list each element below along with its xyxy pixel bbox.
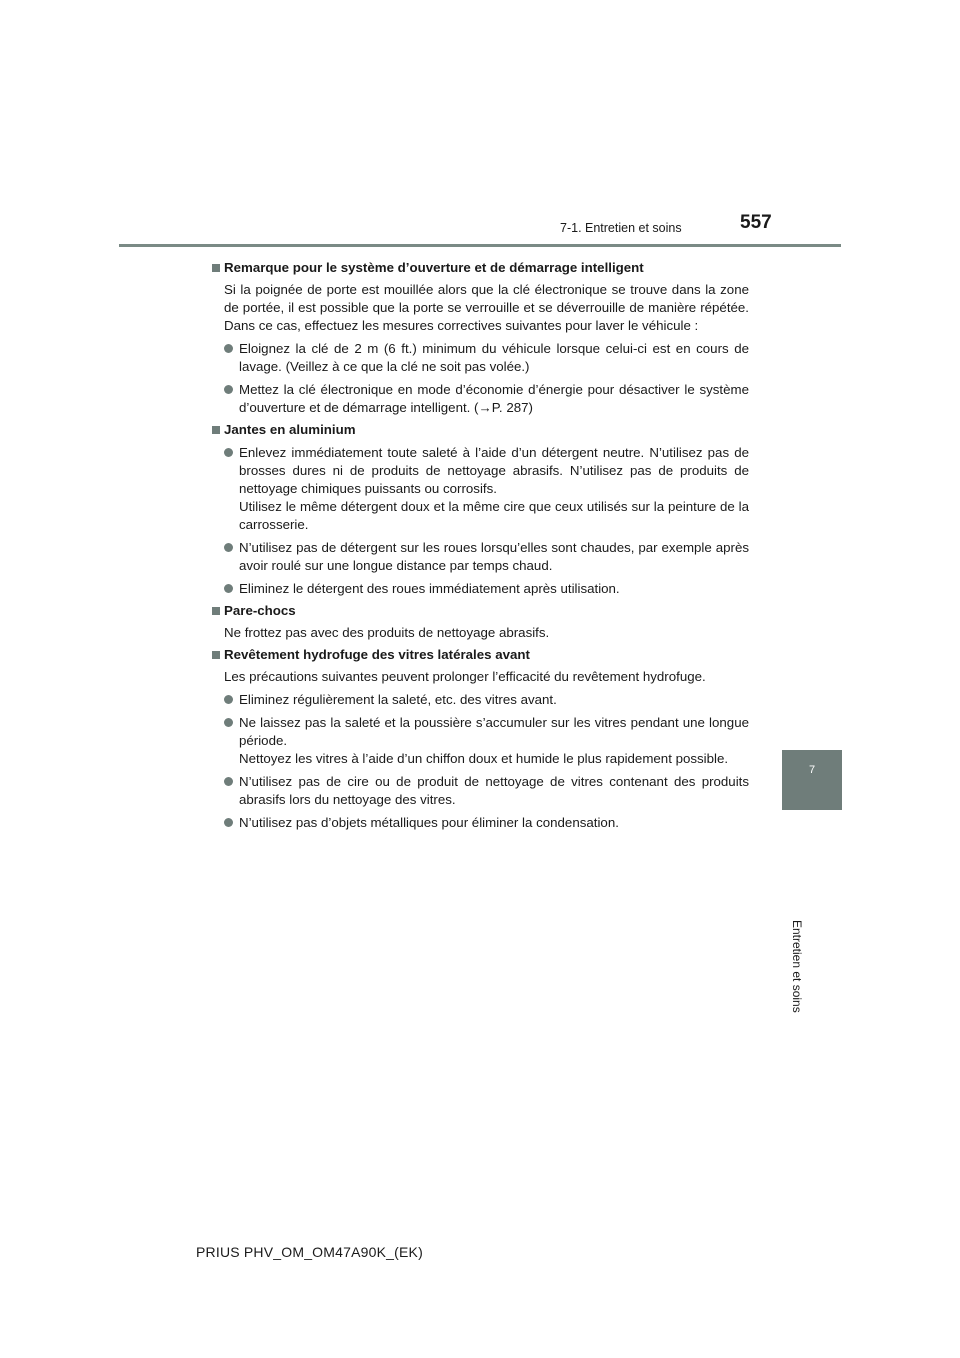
square-bullet-icon bbox=[212, 651, 220, 659]
chapter-number: 7 bbox=[808, 764, 816, 776]
heading-text: Remarque pour le système d’ouverture et de démarrage intelligent bbox=[224, 260, 644, 275]
paragraph: Les précautions suivantes peuvent prolonger l’efficacité du revêtement hydrofuge. bbox=[224, 669, 706, 684]
circle-bullet-icon bbox=[224, 718, 233, 727]
paragraph: Ne frottez pas avec des produits de nettoyage abrasifs. bbox=[224, 625, 550, 640]
list-item-text: Eloignez la clé de 2 m (6 ft.) minimum du véhicule lorsque celui-ci est en cours de lavage. (Veillez à ce que la clé ne soit pas volée.) bbox=[239, 341, 749, 374]
list-item bbox=[212, 580, 749, 598]
list-item-text: N’utilisez pas de détergent sur les roues lorsqu’elles sont chaudes, par exemple après avoir roulé sur une longue distance par temps chaud. bbox=[239, 540, 749, 573]
list-item-text: Utilisez le même détergent doux et la même cire que ceux utilisés sur la peinture de la carrosserie. bbox=[239, 499, 749, 532]
list-item bbox=[212, 340, 749, 376]
heading-text: Jantes en aluminium bbox=[224, 422, 356, 437]
list-item bbox=[212, 539, 749, 575]
page-content bbox=[212, 255, 749, 832]
header-divider bbox=[119, 244, 841, 247]
list-item-text: N’utilisez pas d’objets métalliques pour éliminer la condensation. bbox=[239, 815, 619, 830]
chapter-tab bbox=[782, 750, 842, 810]
list-item-text: Eliminez régulièrement la saleté, etc. des vitres avant. bbox=[239, 692, 557, 707]
heading-bumpers bbox=[212, 602, 749, 620]
list-item bbox=[212, 691, 749, 709]
list-item bbox=[212, 381, 749, 417]
list-item bbox=[212, 714, 749, 768]
heading-text: Revêtement hydrofuge des vitres latérales avant bbox=[224, 647, 530, 662]
circle-bullet-icon bbox=[224, 385, 233, 394]
list-item-text: Mettez la clé électronique en mode d’économie d’énergie pour désactiver le système d’ouverture et de démarrage intelligent. (→P. 287) bbox=[239, 382, 749, 415]
square-bullet-icon bbox=[212, 607, 220, 615]
page-number: 557 bbox=[740, 212, 772, 233]
heading-smart-entry bbox=[212, 259, 749, 277]
list-item-text: Ne laissez pas la saleté et la poussière s’accumuler sur les vitres pendant une longue période. bbox=[239, 715, 749, 748]
section-title: 7-1. Entretien et soins bbox=[560, 221, 682, 235]
circle-bullet-icon bbox=[224, 448, 233, 457]
circle-bullet-icon bbox=[224, 777, 233, 786]
chapter-label: Entretien et soins bbox=[790, 920, 804, 1013]
list-item bbox=[212, 814, 749, 832]
list-item-text: Nettoyez les vitres à l’aide d’un chiffon doux et humide le plus rapidement possible. bbox=[239, 751, 729, 766]
circle-bullet-icon bbox=[224, 584, 233, 593]
circle-bullet-icon bbox=[224, 543, 233, 552]
heading-text: Pare-chocs bbox=[224, 603, 296, 618]
list-item bbox=[212, 773, 749, 809]
paragraph: Si la poignée de porte est mouillée alors que la clé électronique se trouve dans la zone de portée, il est possible que la porte se verrouille et se déverrouille de manière répétée. Dans ce cas, effectuez les mesures correctives suivantes pour laver le véhicule : bbox=[224, 282, 749, 333]
square-bullet-icon bbox=[212, 264, 220, 272]
list-item-text: Enlevez immédiatement toute saleté à l’aide d’un détergent neutre. N’utilisez pas de brosses dures ni de produits de nettoyage abrasifs. N’utilisez pas de produits de nettoyage chimiques puissants ou corrosifs. bbox=[239, 445, 749, 496]
list-item bbox=[212, 444, 749, 534]
square-bullet-icon bbox=[212, 426, 220, 434]
circle-bullet-icon bbox=[224, 695, 233, 704]
list-item-text: Eliminez le détergent des roues immédiatement après utilisation. bbox=[239, 581, 620, 596]
heading-water-repellent bbox=[212, 646, 749, 664]
circle-bullet-icon bbox=[224, 344, 233, 353]
heading-alloy-wheels bbox=[212, 421, 749, 439]
circle-bullet-icon bbox=[224, 818, 233, 827]
list-item-text: N’utilisez pas de cire ou de produit de nettoyage de vitres contenant des produits abrasifs lors du nettoyage des vitres. bbox=[239, 774, 749, 807]
document-code: PRIUS PHV_OM_OM47A90K_(EK) bbox=[196, 1244, 423, 1260]
